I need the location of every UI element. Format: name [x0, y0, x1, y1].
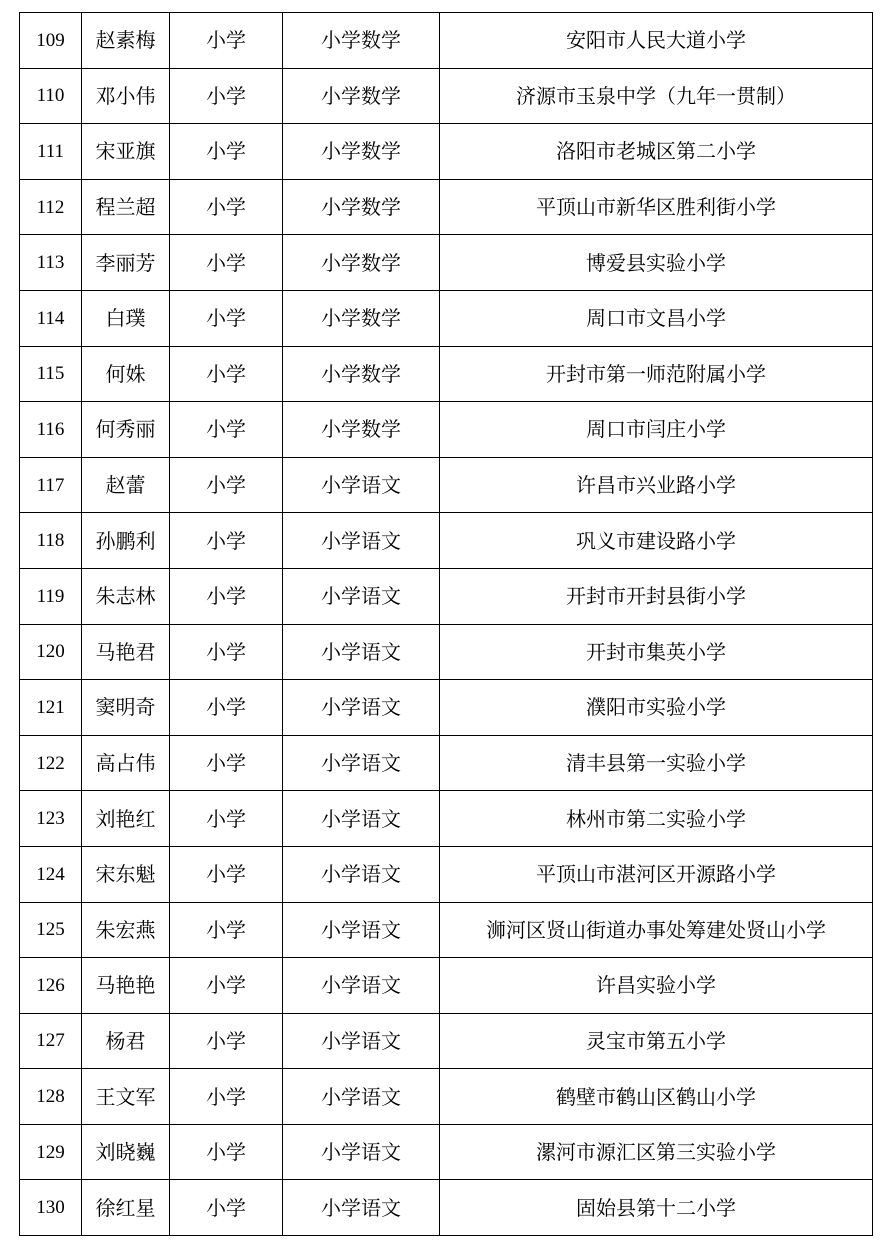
- teacher-name-cell: 窦明奇: [82, 680, 170, 736]
- school-name-cell: 漯河市源汇区第三实验小学: [440, 1124, 873, 1180]
- teacher-name-cell: 赵蕾: [82, 457, 170, 513]
- school-level-cell: 小学: [170, 13, 283, 69]
- school-level-cell: 小学: [170, 1180, 283, 1236]
- school-name-cell: 许昌市兴业路小学: [440, 457, 873, 513]
- school-level-cell: 小学: [170, 179, 283, 235]
- row-number-cell: 124: [20, 846, 82, 902]
- school-level-cell: 小学: [170, 68, 283, 124]
- table-row: [20, 624, 873, 680]
- table-row: [20, 846, 873, 902]
- subject-cell: 小学语文: [283, 457, 440, 513]
- table-row: [20, 1013, 873, 1069]
- row-number-cell: 113: [20, 235, 82, 291]
- school-name-cell: 平顶山市湛河区开源路小学: [440, 846, 873, 902]
- teacher-name-cell: 邓小伟: [82, 68, 170, 124]
- school-name-cell: 灵宝市第五小学: [440, 1013, 873, 1069]
- subject-cell: 小学数学: [283, 124, 440, 180]
- teacher-name-cell: 何秀丽: [82, 402, 170, 458]
- school-name-cell: 博爱县实验小学: [440, 235, 873, 291]
- school-name-cell: 濮阳市实验小学: [440, 680, 873, 736]
- teacher-list-table: [19, 12, 873, 1236]
- school-name-cell: 林州市第二实验小学: [440, 791, 873, 847]
- school-level-cell: 小学: [170, 1013, 283, 1069]
- subject-cell: 小学语文: [283, 846, 440, 902]
- row-number-cell: 109: [20, 13, 82, 69]
- row-number-cell: 121: [20, 680, 82, 736]
- teacher-name-cell: 赵素梅: [82, 13, 170, 69]
- school-level-cell: 小学: [170, 290, 283, 346]
- school-level-cell: 小学: [170, 735, 283, 791]
- school-name-cell: 济源市玉泉中学（九年一贯制）: [440, 68, 873, 124]
- subject-cell: 小学语文: [283, 735, 440, 791]
- teacher-name-cell: 马艳艳: [82, 958, 170, 1014]
- school-level-cell: 小学: [170, 513, 283, 569]
- school-name-cell: 开封市第一师范附属小学: [440, 346, 873, 402]
- school-level-cell: 小学: [170, 346, 283, 402]
- subject-cell: 小学语文: [283, 624, 440, 680]
- teacher-name-cell: 刘艳红: [82, 791, 170, 847]
- school-level-cell: 小学: [170, 958, 283, 1014]
- teacher-name-cell: 朱宏燕: [82, 902, 170, 958]
- row-number-cell: 111: [20, 124, 82, 180]
- row-number-cell: 115: [20, 346, 82, 402]
- teacher-name-cell: 程兰超: [82, 179, 170, 235]
- table-row: [20, 68, 873, 124]
- subject-cell: 小学数学: [283, 13, 440, 69]
- subject-cell: 小学语文: [283, 791, 440, 847]
- school-level-cell: 小学: [170, 235, 283, 291]
- row-number-cell: 129: [20, 1124, 82, 1180]
- subject-cell: 小学语文: [283, 902, 440, 958]
- subject-cell: 小学语文: [283, 1069, 440, 1125]
- row-number-cell: 126: [20, 958, 82, 1014]
- subject-cell: 小学数学: [283, 346, 440, 402]
- school-name-cell: 鹤壁市鹤山区鹤山小学: [440, 1069, 873, 1125]
- subject-cell: 小学语文: [283, 958, 440, 1014]
- teacher-name-cell: 李丽芳: [82, 235, 170, 291]
- subject-cell: 小学语文: [283, 513, 440, 569]
- subject-cell: 小学数学: [283, 235, 440, 291]
- document-page: [19, 12, 872, 1236]
- row-number-cell: 127: [20, 1013, 82, 1069]
- school-name-cell: 周口市闫庄小学: [440, 402, 873, 458]
- table-row: [20, 735, 873, 791]
- row-number-cell: 130: [20, 1180, 82, 1236]
- teacher-name-cell: 宋亚旗: [82, 124, 170, 180]
- table-row: [20, 958, 873, 1014]
- subject-cell: 小学数学: [283, 290, 440, 346]
- table-row: [20, 13, 873, 69]
- school-name-cell: 周口市文昌小学: [440, 290, 873, 346]
- school-level-cell: 小学: [170, 680, 283, 736]
- teacher-name-cell: 徐红星: [82, 1180, 170, 1236]
- row-number-cell: 120: [20, 624, 82, 680]
- table-row: [20, 179, 873, 235]
- teacher-name-cell: 王文军: [82, 1069, 170, 1125]
- school-level-cell: 小学: [170, 624, 283, 680]
- teacher-name-cell: 马艳君: [82, 624, 170, 680]
- teacher-name-cell: 刘晓巍: [82, 1124, 170, 1180]
- row-number-cell: 123: [20, 791, 82, 847]
- subject-cell: 小学语文: [283, 1013, 440, 1069]
- subject-cell: 小学数学: [283, 68, 440, 124]
- school-name-cell: 固始县第十二小学: [440, 1180, 873, 1236]
- row-number-cell: 112: [20, 179, 82, 235]
- table-row: [20, 1180, 873, 1236]
- table-row: [20, 290, 873, 346]
- school-name-cell: 清丰县第一实验小学: [440, 735, 873, 791]
- table-row: [20, 457, 873, 513]
- school-name-cell: 开封市集英小学: [440, 624, 873, 680]
- school-level-cell: 小学: [170, 568, 283, 624]
- row-number-cell: 122: [20, 735, 82, 791]
- subject-cell: 小学数学: [283, 179, 440, 235]
- table-row: [20, 902, 873, 958]
- table-row: [20, 124, 873, 180]
- teacher-name-cell: 宋东魁: [82, 846, 170, 902]
- school-level-cell: 小学: [170, 846, 283, 902]
- row-number-cell: 116: [20, 402, 82, 458]
- school-level-cell: 小学: [170, 1124, 283, 1180]
- teacher-name-cell: 孙鹏利: [82, 513, 170, 569]
- subject-cell: 小学语文: [283, 568, 440, 624]
- teacher-name-cell: 高占伟: [82, 735, 170, 791]
- school-name-cell: 巩义市建设路小学: [440, 513, 873, 569]
- table-row: [20, 1069, 873, 1125]
- table-row: [20, 1124, 873, 1180]
- school-level-cell: 小学: [170, 124, 283, 180]
- school-name-cell: 浉河区贤山街道办事处筹建处贤山小学: [440, 902, 873, 958]
- row-number-cell: 125: [20, 902, 82, 958]
- row-number-cell: 110: [20, 68, 82, 124]
- subject-cell: 小学语文: [283, 680, 440, 736]
- subject-cell: 小学数学: [283, 402, 440, 458]
- school-level-cell: 小学: [170, 791, 283, 847]
- row-number-cell: 128: [20, 1069, 82, 1125]
- school-level-cell: 小学: [170, 402, 283, 458]
- school-name-cell: 开封市开封县街小学: [440, 568, 873, 624]
- table-body: [20, 13, 873, 1236]
- table-row: [20, 346, 873, 402]
- school-name-cell: 洛阳市老城区第二小学: [440, 124, 873, 180]
- row-number-cell: 114: [20, 290, 82, 346]
- table-row: [20, 568, 873, 624]
- table-row: [20, 680, 873, 736]
- row-number-cell: 117: [20, 457, 82, 513]
- school-level-cell: 小学: [170, 457, 283, 513]
- school-name-cell: 安阳市人民大道小学: [440, 13, 873, 69]
- teacher-name-cell: 何姝: [82, 346, 170, 402]
- school-name-cell: 许昌实验小学: [440, 958, 873, 1014]
- table-row: [20, 235, 873, 291]
- table-row: [20, 791, 873, 847]
- row-number-cell: 118: [20, 513, 82, 569]
- table-row: [20, 513, 873, 569]
- row-number-cell: 119: [20, 568, 82, 624]
- teacher-name-cell: 杨君: [82, 1013, 170, 1069]
- school-level-cell: 小学: [170, 1069, 283, 1125]
- subject-cell: 小学语文: [283, 1124, 440, 1180]
- school-level-cell: 小学: [170, 902, 283, 958]
- table-row: [20, 402, 873, 458]
- teacher-name-cell: 白璞: [82, 290, 170, 346]
- teacher-name-cell: 朱志林: [82, 568, 170, 624]
- subject-cell: 小学语文: [283, 1180, 440, 1236]
- school-name-cell: 平顶山市新华区胜利街小学: [440, 179, 873, 235]
